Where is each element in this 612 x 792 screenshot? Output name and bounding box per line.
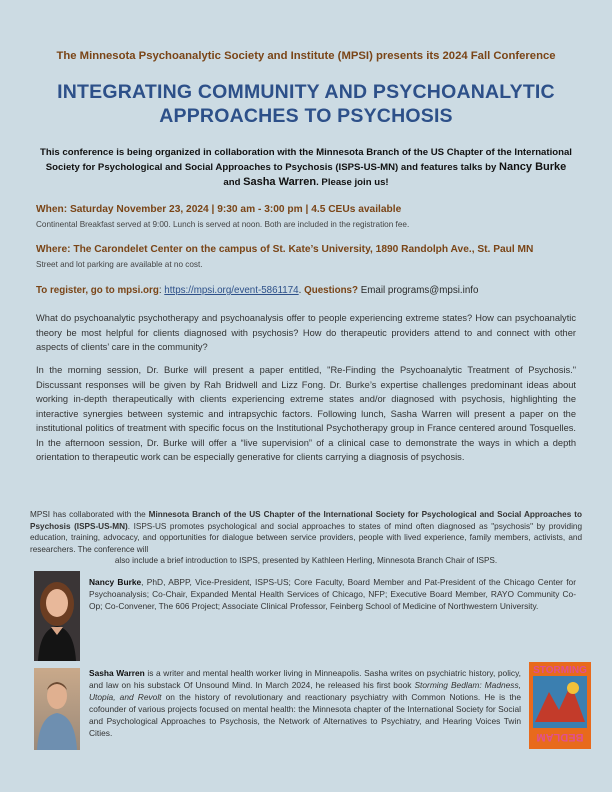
sessions-paragraph: In the morning session, Dr. Burke will present a paper entitled, "Re-Finding the Psychoanalytic Treatment of Psychosis." Discussant responses will be given by Rah Bridwell and Lizz Fong. Dr. Burke’s expertise challenges predominant ideas about working in-depth therapeutically with clients experiencing extreme states and/or diagnosed with psychosis, highlighting the interactive synergies between systemic and intrapsychic factors. Following lunch, Sasha Warren will present a paper on the institutional politics of treatment with specific focus on the Institutional Psychotherapy group in France centered around Tosquelles. In the afternoon session, Dr. Burke will offer a “live supervision” of a clinical case to demonstrate the ways in which a depth orientation to therapeutic work can be especially generative for clients carrying a diagnosis of psychosis. xyxy=(36,365,576,462)
when-details: Continental Breakfast served at 9:00. Lunch is served at noon. Both are included in the registration fee. xyxy=(36,220,410,229)
intro-and: and xyxy=(223,177,244,188)
intro-paragraph xyxy=(40,145,572,190)
sasha-warren-portrait-icon xyxy=(34,668,80,750)
book-cover-top-word: STORMING xyxy=(533,665,587,676)
conference-title xyxy=(0,80,612,128)
register-dot: . xyxy=(298,285,305,296)
register-label: To register, go to mpsi.org xyxy=(36,285,159,296)
warren-bio-text-2: on the history of revolutionary and reactionary psychiatry with Common Notions. He is the cofounder of various projects focused on mental health: the Minnesota chapter of the International Society for Social and Psychological Approaches to Psychosis, the Network of Alternatives to Psychiatry, and Hearing Voices Twin Cities. xyxy=(89,692,521,738)
mpsi-text-after: . ISPS-US promotes psychological and social approaches to states of mind often diagnosed as "psychosis" by providing education, training, advocacy, and opportunities for dialogue between service providers, people with lived experience, family members, activists, and researchers. The conference will xyxy=(30,521,583,554)
burke-bio-name: Nancy Burke xyxy=(89,577,142,587)
questions-paragraph: What do psychoanalytic psychotherapy and psychoanalysis offer to people experiencing extreme states? How can psychoanalytic theory be most helpful for clients diagnosed with psychosis? How do therapeutic providers attend to and connect with other aspects of clients’ care in the community? xyxy=(36,313,576,352)
contact-email[interactable]: Email programs@mpsi.info xyxy=(357,285,479,296)
title-line-1: INTEGRATING COMMUNITY AND PSYCHOANALYTIC xyxy=(57,81,555,103)
sasha-warren-photo xyxy=(34,668,80,750)
sasha-warren-bio xyxy=(89,667,521,739)
mpsi-text-before: MPSI has collaborated with the xyxy=(30,510,149,519)
nancy-burke-portrait-icon xyxy=(34,571,80,661)
mpsi-isps-name: Minnesota Branch of the US Chapter of the International Society for Psychological and Social Approaches to Psychosis (ISPS-US-MN) xyxy=(30,510,582,531)
nancy-burke-bio xyxy=(89,576,576,612)
questions-label: Questions? xyxy=(304,285,358,296)
register-colon: : xyxy=(158,285,165,296)
title-line-2: APPROACHES TO PSYCHOSIS xyxy=(159,105,453,127)
burke-bio-text: , PhD, ABPP, Vice-President, ISPS-US; Core Faculty, Board Member and Pat-President of the Chicago Center for Psychoanalysis; Co-Chair, Expanded Mental Health Services of Chicago, NFP; Executive Board Member, RAYO Community Co-Op; Co-Convener, The 606 Project; Associate Clinical Professor, Feinberg School of Medicine of Northwestern University. xyxy=(89,577,576,611)
register-link[interactable]: https://mpsi.org/event-5861174 xyxy=(164,285,299,296)
intro-text-before: This conference is being organized in collaboration with the Minnesota Branch of the US Chapter of the International Society for Psychological and Social Approaches to Psychosis (ISPS-US-MN) and features talks by xyxy=(40,147,572,173)
storming-bedlam-book-cover xyxy=(529,662,591,749)
warren-bio-name: Sasha Warren xyxy=(89,668,145,678)
nancy-burke-photo xyxy=(34,571,80,661)
book-cover-bottom-word: BEDLAM xyxy=(536,731,584,743)
presents-line: The Minnesota Psychoanalytic Society and Institute (MPSI) presents its 2024 Fall Conference xyxy=(56,50,556,62)
when-heading: When: Saturday November 23, 2024 | 9:30 am - 3:00 pm | 4.5 CEUs available xyxy=(36,204,402,215)
intro-speaker-burke: Nancy Burke xyxy=(499,161,567,173)
intro-speaker-warren: Sasha Warren xyxy=(243,176,317,188)
warren-book-title: Storming Bedlam: Madness, Utopia, and Revolt xyxy=(89,680,521,702)
register-line xyxy=(36,285,478,296)
mpsi-collaboration-paragraph xyxy=(30,509,582,567)
where-heading: Where: The Carondelet Center on the campus of St. Kate’s University, 1890 Randolph Ave., St. Paul MN xyxy=(36,244,534,255)
book-cover-art-icon xyxy=(529,662,591,749)
mpsi-last-line: also include a brief introduction to ISPS, presented by Kathleen Herling, Minnesota Branch Chair of ISPS. xyxy=(114,556,498,565)
warren-bio-text-1: is a writer and mental health worker living in Minneapolis. Sasha writes on psychiatric history, policy, and law on his substack Of Unsound Mind. In March 2024, he released his first book xyxy=(89,668,521,690)
where-details: Street and lot parking are available at no cost. xyxy=(36,260,203,269)
intro-text-after: . Please join us! xyxy=(316,177,389,188)
